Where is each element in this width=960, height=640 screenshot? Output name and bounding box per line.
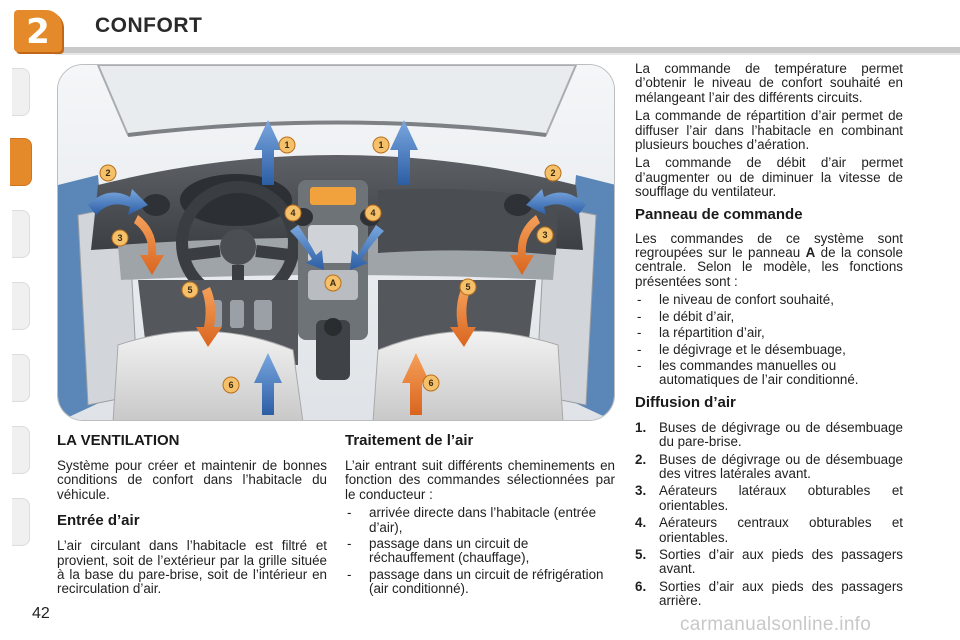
item-number: 2. <box>635 451 647 467</box>
vent-label-1: 1 <box>378 140 384 150</box>
control-panel-label-a: A <box>329 278 337 288</box>
cabin-ventilation-illustration <box>57 64 615 421</box>
item-text: Aérateurs latéraux obturables et orientables. <box>659 483 903 513</box>
list-item: - passage dans un circuit de réchauffement (chauffage), <box>345 537 615 566</box>
control-panel-intro-end: de la console centrale. Selon le modèle, les fonctions présentées sont : <box>635 245 903 289</box>
cabin-drawing <box>58 65 615 421</box>
chapter-tab-active[interactable] <box>10 138 32 186</box>
item-number: 6. <box>635 578 647 594</box>
list-item: - le débit d’air, <box>635 310 903 324</box>
ventilation-intro: Système pour créer et maintenir de bonnes conditions de confort dans l’habitacle du véhicule. <box>57 458 327 502</box>
chapter-tab[interactable] <box>12 426 30 474</box>
flow-paragraph: La commande de débit d’air permet d’augmenter ou de diminuer la vitesse de soufflage du ventilateur. <box>635 155 903 200</box>
ventilation-section <box>57 432 327 597</box>
vent-label-4: 4 <box>370 208 376 218</box>
item-text: Buses de dégivrage ou de désembuage du pare-brise. <box>659 419 903 450</box>
air-entry-title: Entrée d’air <box>57 512 140 530</box>
control-panel-intro <box>635 232 903 290</box>
item-number: 3. <box>635 483 647 499</box>
chapter-tab[interactable] <box>12 498 30 546</box>
air-treatment-intro: L’air entrant suit différents cheminements en fonction des commandes sélectionnées par le conducteur : <box>345 458 615 502</box>
control-panel-intro-start: Les commandes de ce système sont regroupées sur le panneau <box>635 230 903 261</box>
item-text: Sorties d’air aux pieds des passagers arrière. <box>659 578 903 609</box>
list-item <box>635 516 903 545</box>
vent-label-2: 2 <box>550 168 556 178</box>
list-item <box>635 580 903 609</box>
list-item <box>635 484 903 513</box>
diffusion-list <box>635 421 903 609</box>
list-item <box>635 421 903 450</box>
vent-label-3: 3 <box>542 230 548 240</box>
watermark: carmanualsonline.info <box>680 614 872 635</box>
header-rule-shadow <box>55 53 960 55</box>
item-text: Aérateurs centraux obturables et orientables. <box>659 515 903 545</box>
vent-label-4: 4 <box>290 208 296 218</box>
vent-label-3: 3 <box>117 233 123 243</box>
vent-label-1: 1 <box>284 140 290 150</box>
air-treatment-list <box>345 506 615 596</box>
chapter-title: CONFORT <box>95 14 203 37</box>
chapter-tab[interactable] <box>12 210 30 258</box>
list-item: - les commandes manuelles ou automatiques de l’air conditionné. <box>635 359 903 388</box>
item-text: Sorties d’air aux pieds des passagers avant. <box>659 546 903 577</box>
right-column <box>635 62 903 612</box>
temperature-paragraph: La commande de température permet d’obtenir le niveau de confort souhaité en mélangeant l’air des différents circuits. <box>635 61 903 105</box>
list-item: - la répartition d’air, <box>635 326 903 340</box>
list-item: - le dégivrage et le désembuage, <box>635 343 903 357</box>
control-panel-letter: A <box>805 245 816 261</box>
list-item: - arrivée directe dans l’habitacle (entrée d’air), <box>345 506 615 535</box>
control-panel-title: Panneau de commande <box>635 205 803 223</box>
control-panel-list <box>635 293 903 387</box>
vent-label-5: 5 <box>465 282 471 292</box>
distribution-paragraph: La commande de répartition d’air permet de diffuser l’air dans l’habitacle en combinant plusieurs bouches d’aération. <box>635 108 903 153</box>
item-number: 5. <box>635 546 647 562</box>
chapter-tabs <box>0 60 34 575</box>
ventilation-title: LA VENTILATION <box>57 432 180 449</box>
chapter-badge <box>14 10 62 52</box>
vent-label-6: 6 <box>228 380 234 390</box>
list-item <box>635 548 903 577</box>
item-number: 4. <box>635 515 647 531</box>
diffusion-title: Diffusion d’air <box>635 393 736 411</box>
vent-label-2: 2 <box>105 168 111 178</box>
item-text: Buses de dégivrage ou de désembuage des vitres latérales avant. <box>659 451 903 481</box>
chapter-tab[interactable] <box>12 282 30 330</box>
page-number: 42 <box>32 605 50 622</box>
chapter-tab[interactable] <box>12 68 30 116</box>
air-treatment-section <box>345 432 615 599</box>
chapter-tab[interactable] <box>12 354 30 402</box>
vent-label-5: 5 <box>187 285 193 295</box>
air-entry-text: L’air circulant dans l’habitacle est filtré et provient, soit de l’extérieur par la grille située à la base du pare-brise, soit de l’intérieur en recirculation d’air. <box>57 538 327 597</box>
air-treatment-title: Traitement de l’air <box>345 432 474 449</box>
list-item: - passage dans un circuit de réfrigération (air conditionné). <box>345 568 615 597</box>
list-item <box>635 453 903 482</box>
vent-label-6: 6 <box>428 378 434 388</box>
chapter-number: 2 <box>26 12 50 52</box>
item-number: 1. <box>635 419 647 435</box>
list-item: - le niveau de confort souhaité, <box>635 293 903 307</box>
